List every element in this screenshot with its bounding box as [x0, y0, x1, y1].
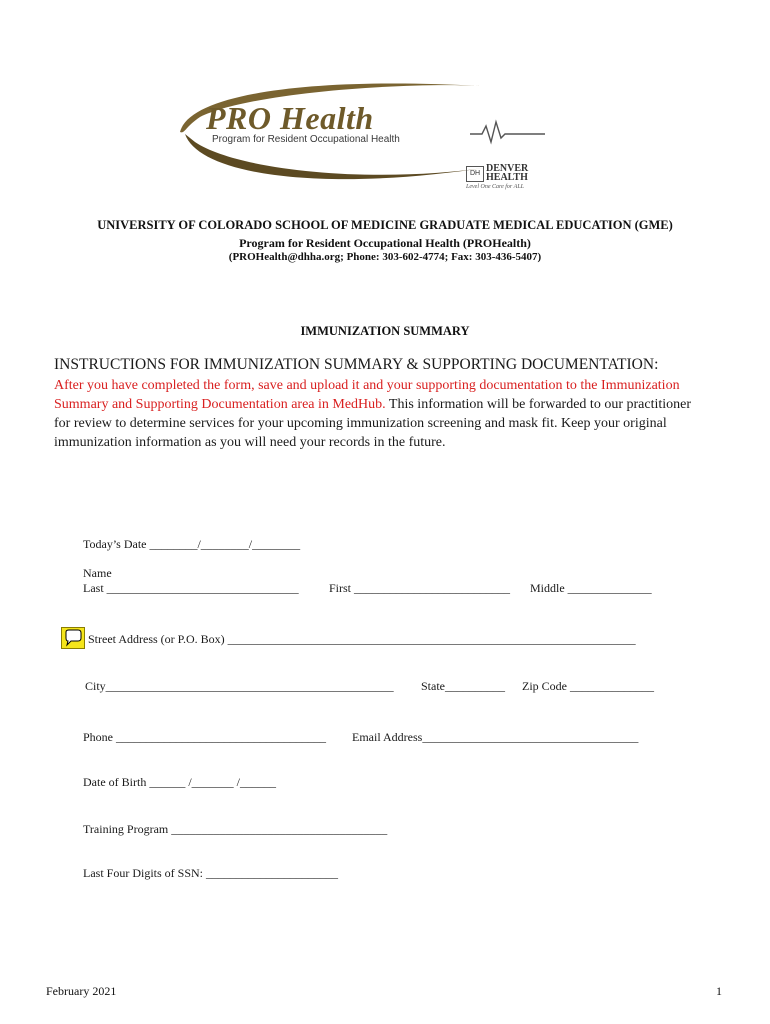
training-program-field[interactable]: Training Program ____________________________________	[83, 822, 388, 836]
contact-heading: (PROHealth@dhha.org; Phone: 303-602-4774; Fax: 303-436-5407)	[228, 251, 542, 263]
ssn-last-four-field[interactable]: Last Four Digits of SSN: ______________________	[83, 866, 339, 880]
last-name-field[interactable]: Last ________________________________	[83, 581, 299, 595]
footer-date: February 2021	[46, 984, 117, 998]
logo-subtitle: Program for Resident Occupational Health	[212, 134, 400, 145]
logo-title: PRO Health	[206, 100, 374, 136]
instructions-heading: INSTRUCTIONS FOR IMMUNIZATION SUMMARY & SUPPORTING DOCUMENTATION:	[54, 356, 659, 373]
state-field[interactable]: State__________	[421, 679, 505, 693]
program-heading: Program for Resident Occupational Health (PROHealth)	[239, 236, 531, 250]
middle-name-field[interactable]: Middle ______________	[530, 581, 652, 595]
email-address-field[interactable]: Email Address____________________________________	[352, 730, 639, 744]
zip-code-field[interactable]: Zip Code ______________	[522, 679, 654, 693]
speech-bubble-icon	[62, 628, 84, 648]
denver-health-tagline: Level One Care for ALL	[466, 184, 524, 190]
street-address-field[interactable]: Street Address (or P.O. Box) ____________________________________________________________________	[88, 632, 636, 646]
form-title: IMMUNIZATION SUMMARY	[300, 324, 470, 338]
denver-health-logo	[466, 164, 556, 192]
instructions-body	[54, 376, 694, 452]
pro-health-logo	[160, 72, 560, 197]
date-of-birth-field[interactable]: Date of Birth ______ /_______ /______	[83, 775, 276, 789]
name-label: Name	[83, 566, 112, 580]
page-number: 1	[716, 984, 722, 998]
denver-health-name: DENVER HEALTH	[486, 163, 529, 183]
city-field[interactable]: City________________________________________________	[85, 679, 394, 693]
instructions-upload-note: After you have completed the form, save and upload it and your supporting documentation to the Immunization Summary and Supporting Documentation area in MedHub.	[54, 378, 680, 412]
phone-field[interactable]: Phone ___________________________________	[83, 730, 326, 744]
first-name-field[interactable]: First __________________________	[329, 581, 511, 595]
instructions-detail: This information will be forwarded to our practitioner for review to determine services for your upcoming immunization screening and mask fit. Keep your original immunization information as you will need your records in the future.	[54, 397, 691, 450]
comment-icon[interactable]	[61, 627, 85, 649]
todays-date-field[interactable]: Today’s Date ________/________/________	[83, 537, 301, 551]
institution-heading: UNIVERSITY OF COLORADO SCHOOL OF MEDICINE GRADUATE MEDICAL EDUCATION (GME)	[97, 218, 673, 232]
denver-health-mark: DH	[466, 166, 484, 182]
